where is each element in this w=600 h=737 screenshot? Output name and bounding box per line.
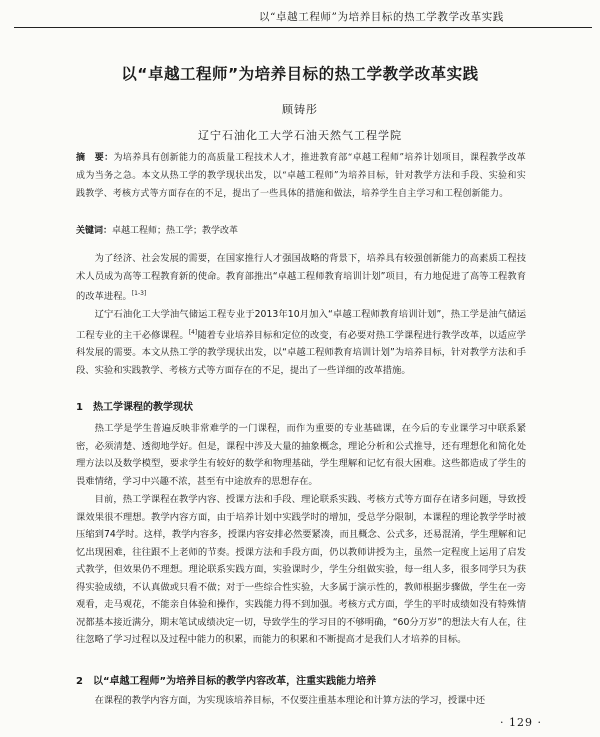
section2-paragraph-1: 在课程的教学内容方面，为实现该培养目标，不仅要注重基本理论和计算方法的学习，授课中还: [94, 695, 486, 706]
running-header-text: 以“卓越工程师”为培养目标的热工学教学改革实践: [258, 11, 504, 23]
intro-paragraph-2: [76, 306, 526, 379]
section1-paragraph-2: 目前，热工学课程在教学内容、授课方法和手段、理论联系实践、考核方式等方面存在诸多问题，导致授课效果很不理想。教学内容方面，由于培养计划中实践学时的增加，受总学分限制，本课程的理论教学学时被压缩到74学时。这样，教学内容多，授课内容安排必然要紧凑，而且概念、公式多，还易混淆，学生理解和记忆出现困难，往往跟不上老师的节奏。授课方法和手段方面，仍以教师讲授为主，虽然一定程度上运用了启发式教学，但效果仍不理想。理论联系实践方面，实验课时少，学生分组做实验，每一组人多，很多同学只为获得实验成绩，不认真做或只看不做；对于一些综合性实验，大多属于演示性的，教师根据步骤做，学生在一旁观看，走马观花，不能亲自体验和操作，实践能力得不到加强。考核方式方面，学生的平时成绩如没有特殊情况都基本接近满分，期末笔试成绩决定一切，导致学生的学习目的不够明确，“60分万岁”的想法大有人在，往往忽略了学习过程以及过程中能力的积累，而能力的积累和不断提高才是我们人才培养的目标。: [76, 494, 526, 645]
intro-paragraph-2-text-after: 随着专业培养目标和定位的改变，有必要对热工学课程进行教学改革，以适应学科发展的需要。本文从热工学的教学现状出发，以“卓越工程师教育培训计划”为培养目标，针对教学方法和手段、实验和实践教学、考核方式等方面存在的不足，提出了一些详细的改革措施。: [76, 329, 526, 376]
keywords-label: 关键词：: [76, 226, 113, 236]
section-heading-1: 1 热工学课程的教学现状: [76, 402, 193, 413]
intro-paragraph-1-text: 为了经济、社会发展的需要，在国家推行人才强国战略的背景下，培养具有较强创新能力的高素质工程技术人员成为高等工程教育新的使命。教育部推出“卓越工程师教育培训计划”项目，有力地促进了高等工程教育的改革进程。: [76, 253, 526, 303]
citation: [4]: [188, 328, 198, 336]
keywords: [76, 223, 526, 239]
author: 顾铸彤: [282, 103, 318, 116]
citation: [1-3]: [131, 290, 147, 297]
affiliation: 辽宁石油化工大学石油天然气工程学院: [198, 129, 402, 142]
abstract: [76, 149, 526, 203]
keywords-text: 卓越工程师；热工学；教学改革: [112, 226, 239, 236]
running-header: [14, 6, 592, 28]
intro-paragraph-1: [76, 250, 526, 306]
intro-paragraph-2-text: 辽宁石油化工大学油气储运工程专业于2013年10月加入“卓越工程师教育培训计划”，热工学是油气储运工程专业的主干必修课程。: [76, 309, 526, 341]
section1-paragraph-1: 热工学是学生普遍反映非常难学的一门课程，而作为重要的专业基础课，在今后的专业课学习中联系紧密，必须清楚、透彻地学好。但是，课程中涉及大量的抽象概念，理论分析和公式推导，还有理想化和简化处理方法以及数学模型，要求学生有较好的数学和物理基础，学生理解和记忆有很大困难。这些都造成了学生的畏难情绪，学习中兴趣不浓，甚至有中途放弃的思想存在。: [76, 423, 526, 487]
abstract-text: 为培养具有创新能力的高质量工程技术人才，推进教育部“卓越工程师”培养计划项目，课程教学改革成为当务之急。本文从热工学的教学现状出发，以“卓越工程师”为培养目标，针对教学方法和手段、实验和实践教学、考核方式等方面存在的不足，提出了一些具体的措施和做法，培养学生自主学习和工程创新能力。: [76, 153, 526, 199]
article-title: 以“卓越工程师”为培养目标的热工学教学改革实践: [121, 65, 479, 83]
section-heading-2: 2 以“卓越工程师”为培养目标的教学内容改革，注重实践能力培养: [76, 676, 377, 687]
abstract-label: 摘 要：: [76, 153, 114, 163]
page-number: · 129 ·: [500, 716, 542, 729]
